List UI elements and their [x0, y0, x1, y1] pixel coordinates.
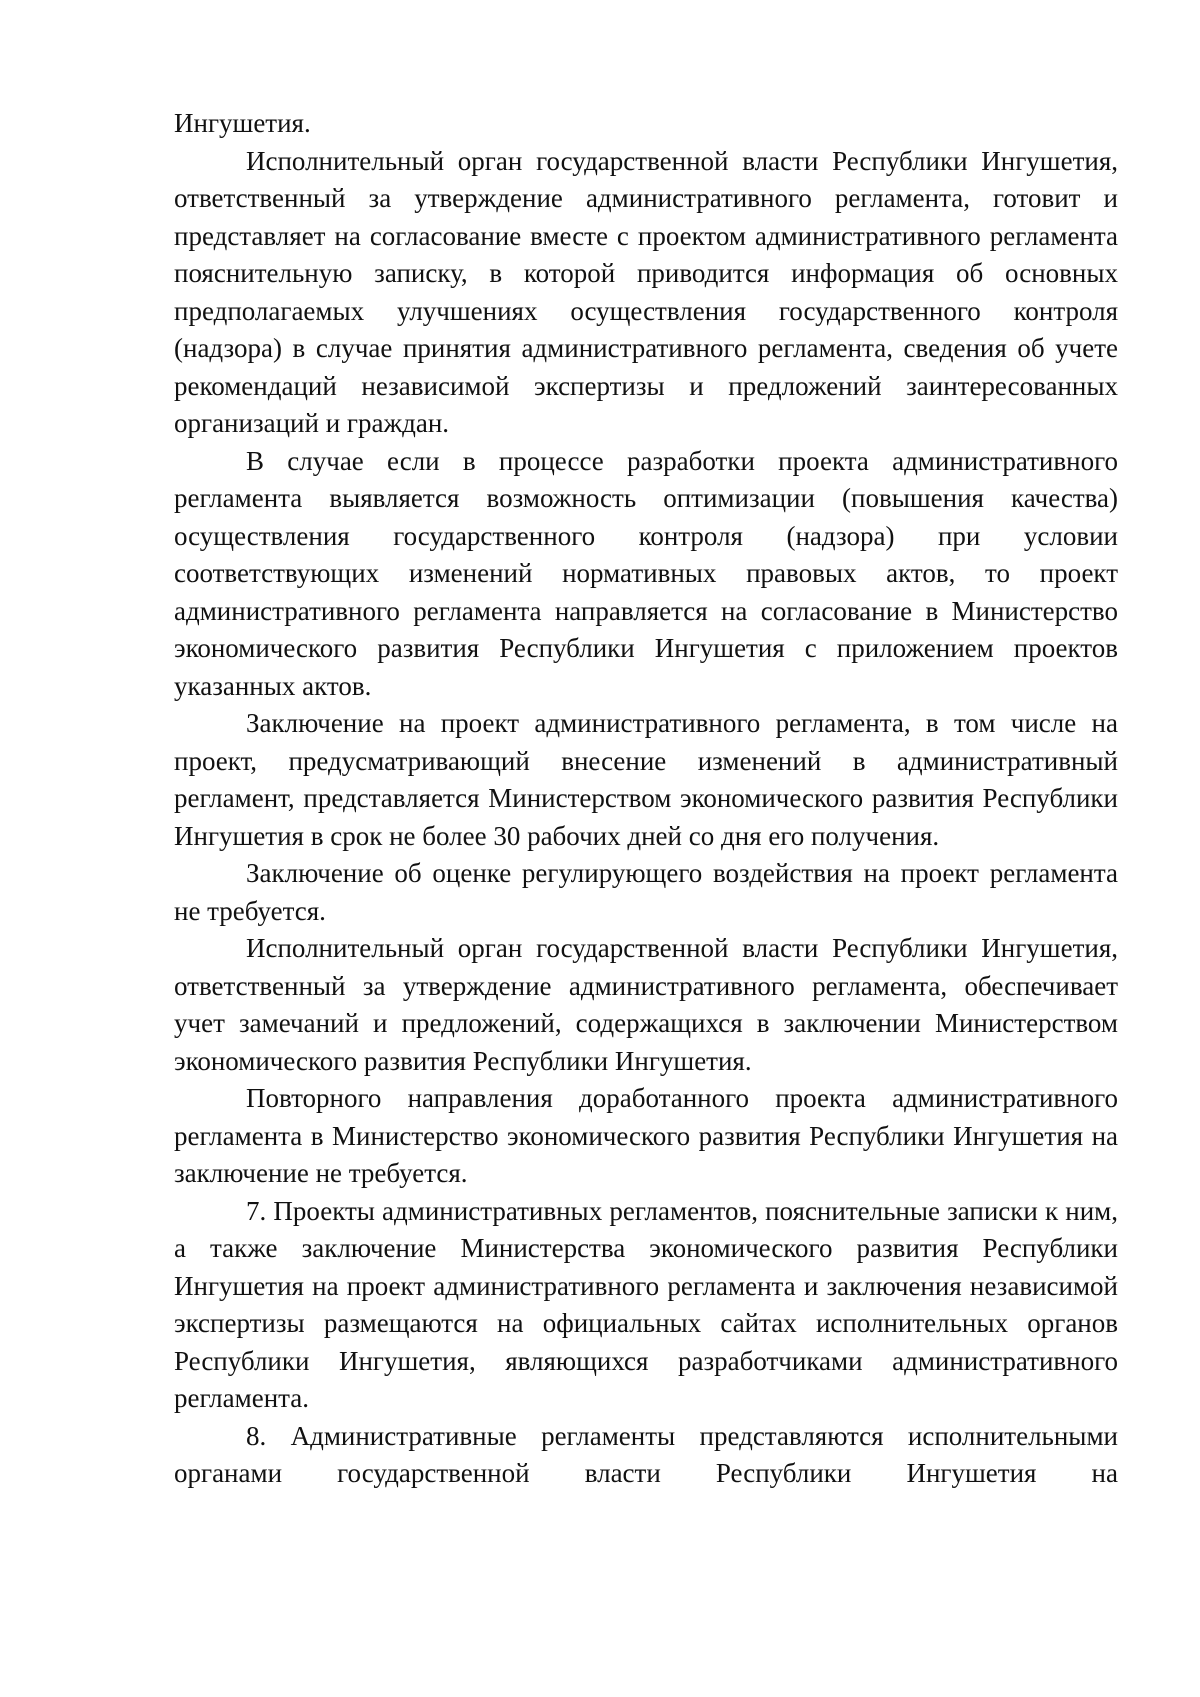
paragraph-explanatory-note: Исполнительный орган государственной власти Республики Ингушетия, ответственный за утверждение административного регламента, готовит и представляет на согласование вместе с проектом административного регламента пояснительную записку, в которой приводится информация об основных предполагаемых улучшениях осуществления государственного контроля (надзора) в случае принятия административного регламента, сведения об учете рекомендаций независимой экспертизы и предложений заинтересованных организаций и граждан. — [174, 145, 1118, 438]
paragraph-repeat-submission: Повторного направления доработанного проекта административного регламента в Министерство экономического развития Республики Ингушетия на заключение не требуется. — [174, 1083, 1118, 1188]
paragraph-optimization: В случае если в процессе разработки проекта административного регламента выявляется возможность оптимизации (повышения качества) осуществления государственного контроля (надзора) при условии соответствующих изменений нормативных правовых актов, то проект административного регламента направляется на согласование в Министерство экономического развития Республики Ингушетия с приложением проектов указанных актов. — [174, 445, 1118, 701]
paragraph-continuation: Ингушетия. — [174, 108, 311, 138]
paragraph-item-8: 8. Административные регламенты представляются исполнительными органами государственной власти Республики Ингушетия на — [174, 1420, 1118, 1488]
paragraph-remarks-accounting: Исполнительный орган государственной власти Республики Ингушетия, ответственный за утверждение административного регламента, обеспечивает учет замечаний и предложений, содержащихся в заключении Министерством экономического развития Республики Ингушетия. — [174, 933, 1118, 1076]
paragraph-item-7: 7. Проекты административных регламентов, пояснительные записки к ним, а также заключение Министерства экономического развития Республики Ингушетия на проект административного регламента и заключения независимой экспертизы размещаются на официальных сайтах исполнительных органов Республики Ингушетия, являющихся разработчиками административного регламента. — [174, 1195, 1118, 1413]
document-page — [174, 105, 1118, 1493]
paragraph-regulatory-impact: Заключение об оценке регулирующего воздействия на проект регламента не требуется. — [174, 858, 1118, 926]
paragraph-conclusion-term: Заключение на проект административного регламента, в том числе на проект, предусматривающий внесение изменений в административный регламент, представляется Министерством экономического развития Республики Ингушетия в срок не более 30 рабочих дней со дня его получения. — [174, 708, 1118, 851]
